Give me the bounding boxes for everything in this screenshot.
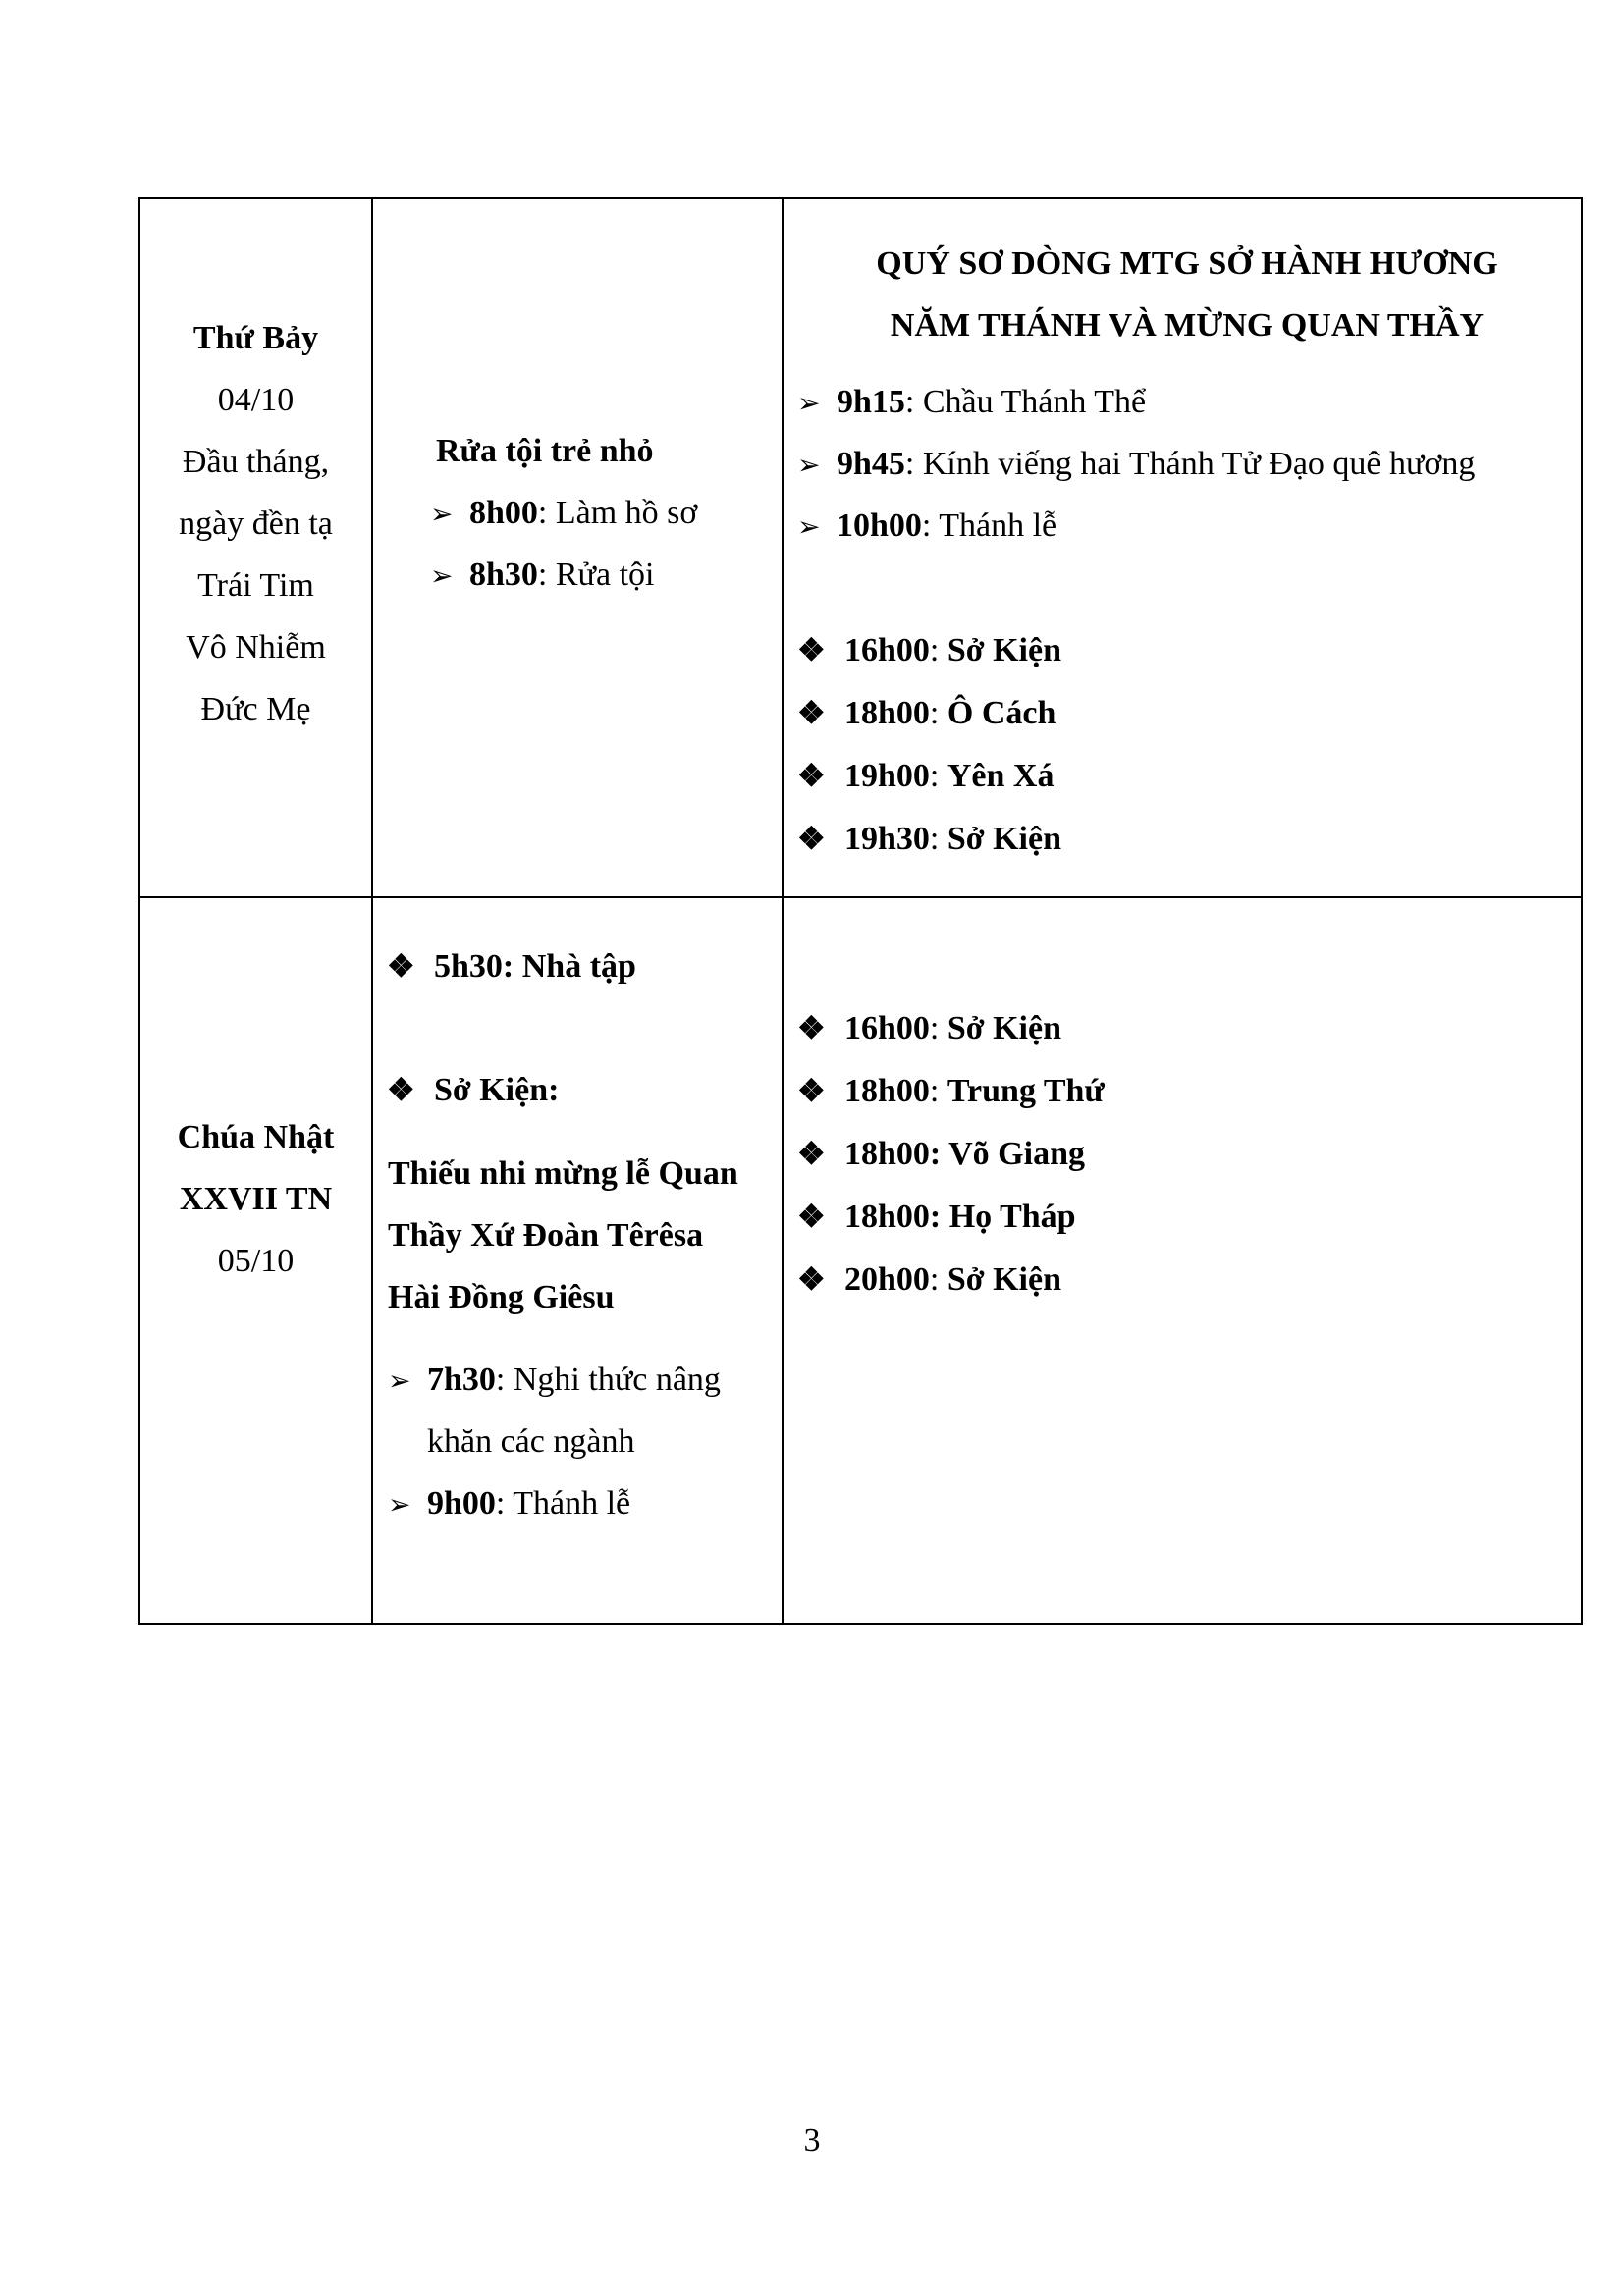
mass-item (797, 1186, 1076, 1248)
mass-place: Ô Cách (947, 695, 1056, 731)
item-time: 10h00 (837, 507, 922, 544)
mass-separator (941, 1199, 949, 1235)
evening-cell-saturday (783, 198, 1582, 897)
mass-separator: : (929, 695, 947, 731)
item-time: 8h30 (469, 557, 538, 593)
item-text: Sở Kiện: (434, 1072, 560, 1108)
mass-item (797, 1249, 1061, 1310)
arrow-bullet-icon: ➢ (430, 500, 454, 530)
event-title-line: QUÝ SƠ DÒNG MTG SỞ HÀNH HƯƠNG (876, 245, 1498, 282)
diamond-bullet-icon: ❖ (797, 1136, 826, 1171)
arrow-bullet-icon: ➢ (388, 1490, 411, 1521)
mass-place: Sở Kiện (947, 1010, 1062, 1046)
list-item (387, 935, 636, 997)
arrow-bullet-icon: ➢ (430, 561, 454, 592)
mass-item (797, 997, 1061, 1059)
diamond-bullet-icon: ❖ (797, 632, 826, 667)
morning-heading-line: Thầy Xứ Đoàn Têrêsa (388, 1217, 704, 1254)
day-date: 05/10 (217, 1243, 295, 1279)
diamond-bullet-icon: ❖ (797, 821, 826, 856)
mass-place: Yên Xá (947, 758, 1055, 794)
mass-place: Võ Giang (948, 1136, 1085, 1172)
mass-item (797, 745, 1054, 807)
mass-separator: : (929, 1073, 947, 1109)
day-note-line: Đầu tháng, (182, 443, 330, 480)
list-item (388, 1349, 721, 1413)
item-text: : Rửa tội (537, 557, 655, 593)
mass-time: 19h00 (844, 758, 930, 794)
mass-time: 18h00: (844, 1136, 942, 1172)
arrow-bullet-icon: ➢ (797, 512, 821, 543)
mass-separator: : (929, 821, 947, 857)
mass-separator: : (929, 632, 947, 668)
list-item (387, 1059, 559, 1121)
schedule-row-sunday (139, 897, 1582, 1624)
item-time: 9h45 (837, 446, 905, 482)
diamond-bullet-icon: ❖ (797, 1010, 826, 1045)
mass-place: Họ Tháp (948, 1199, 1076, 1235)
day-name-line: XXVII TN (179, 1181, 333, 1217)
diamond-bullet-icon: ❖ (797, 695, 826, 730)
item-time: 8h00 (469, 495, 538, 531)
evening-cell-sunday (783, 897, 1582, 1624)
mass-separator: : (929, 1010, 947, 1046)
diamond-bullet-icon: ❖ (387, 1072, 415, 1107)
day-name: Thứ Bảy (192, 319, 319, 356)
diamond-bullet-icon: ❖ (797, 1199, 826, 1234)
item-text: : Kính viếng hai Thánh Tử Đạo quê hương (904, 446, 1476, 482)
day-note-line: ngày đền tạ (179, 505, 333, 542)
mass-place: Sở Kiện (947, 1261, 1062, 1298)
arrow-bullet-icon: ➢ (797, 451, 821, 481)
schedule-table (138, 197, 1583, 1625)
item-text: 5h30: Nhà tập (434, 948, 636, 985)
mass-item (797, 1060, 1105, 1122)
item-text: : Làm hồ sơ (537, 495, 698, 531)
mass-item (797, 682, 1056, 744)
day-name-line: Chúa Nhật (177, 1119, 335, 1155)
morning-heading-line: Hài Đồng Giêsu (388, 1279, 615, 1315)
day-note-line: Đức Mẹ (200, 690, 311, 727)
morning-cell-saturday (372, 198, 783, 897)
list-item (430, 482, 697, 546)
list-item (797, 433, 1475, 497)
schedule-row-saturday (139, 198, 1582, 897)
mass-time: 16h00 (844, 1010, 930, 1046)
mass-item (797, 808, 1061, 870)
item-continuation: khăn các ngành (427, 1423, 635, 1460)
item-time: 7h30 (427, 1362, 496, 1398)
diamond-bullet-icon: ❖ (797, 1073, 826, 1108)
mass-time: 18h00 (844, 695, 930, 731)
day-note-line: Trái Tim (197, 566, 314, 604)
item-time: 9h15 (837, 384, 905, 420)
day-cell-sunday (139, 897, 372, 1624)
mass-separator: : (929, 1261, 947, 1298)
list-item (430, 544, 654, 608)
mass-item (797, 619, 1061, 681)
event-title-line: NĂM THÁNH VÀ MỪNG QUAN THẦY (890, 307, 1485, 344)
mass-time: 18h00: (844, 1199, 942, 1235)
item-time: 9h00 (427, 1485, 496, 1522)
mass-time: 18h00 (844, 1073, 930, 1109)
list-item (797, 495, 1056, 559)
arrow-bullet-icon: ➢ (388, 1366, 411, 1397)
diamond-bullet-icon: ❖ (797, 1261, 826, 1297)
day-cell-saturday (139, 198, 372, 897)
morning-heading-line: Thiếu nhi mừng lễ Quan (388, 1155, 738, 1192)
day-date: 04/10 (217, 381, 295, 418)
mass-time: 19h30 (844, 821, 930, 857)
item-text: : Thánh lễ (921, 507, 1057, 544)
mass-time: 16h00 (844, 632, 930, 668)
mass-place: Sở Kiện (947, 632, 1062, 668)
item-text: : Thánh lễ (495, 1485, 631, 1522)
morning-cell-sunday (372, 897, 783, 1624)
mass-separator: : (929, 758, 947, 794)
mass-place: Sở Kiện (947, 821, 1062, 857)
day-note-line: Vô Nhiễm (186, 628, 326, 666)
item-text: : Chầu Thánh Thể (904, 384, 1147, 420)
mass-separator (941, 1136, 948, 1172)
diamond-bullet-icon: ❖ (797, 758, 826, 793)
arrow-bullet-icon: ➢ (797, 389, 821, 419)
page-number: 3 (803, 2122, 821, 2159)
diamond-bullet-icon: ❖ (387, 948, 415, 984)
item-text: : Nghi thức nâng (495, 1362, 721, 1398)
mass-time: 20h00 (844, 1261, 930, 1298)
list-item (797, 371, 1146, 435)
mass-place: Trung Thứ (947, 1073, 1105, 1109)
list-item (388, 1472, 630, 1536)
mass-item (797, 1123, 1085, 1185)
morning-heading: Rửa tội trẻ nhỏ (436, 433, 654, 469)
